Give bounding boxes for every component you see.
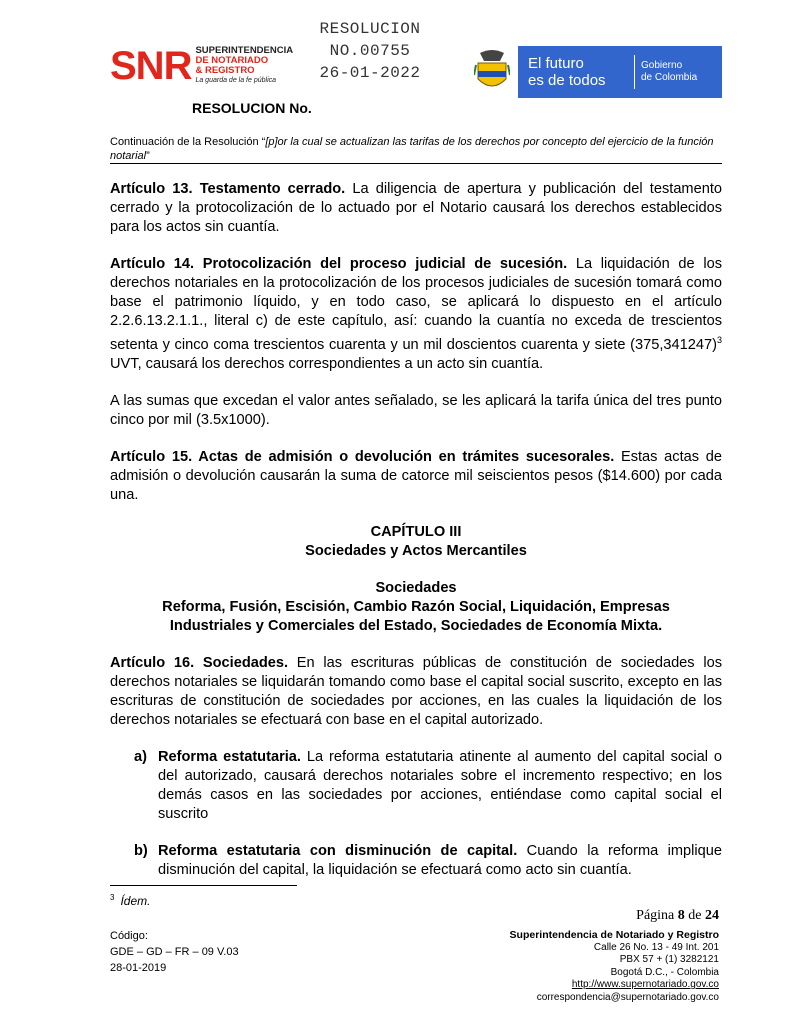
continuation-line — [110, 135, 722, 163]
continuation-prefix: Continuación de la Resolución “ — [110, 136, 266, 148]
list-title-b: Reforma estatutaria con disminución de capital. — [158, 842, 518, 859]
article-16-text: En las escrituras públicas de constitución de sociedades los derechos notariales se liquidarán tomando como base el capital social suscrito, excepto en las escrituras de constitución de sociedades por acciones, en las cuales la liquidación de los derechos notariales se efectuará con base en el capital autorizado. — [110, 654, 722, 728]
article-14-paragraph-2: A las sumas que excedan el valor antes señalado, se les aplicará la tarifa única del tres punto cinco por mil (3.5x1000). — [110, 392, 722, 428]
code-date: 28-01-2019 — [110, 962, 167, 974]
government-banner — [472, 46, 722, 98]
article-13 — [110, 180, 722, 237]
slogan-divider — [634, 55, 635, 89]
contact-email[interactable]: correspondencia@supernotariado.gov.co — [536, 991, 719, 1003]
gov-line-2: de Colombia — [641, 72, 698, 83]
chapter-subtitle: Sociedades y Actos Mercantiles — [305, 542, 527, 559]
list-item-b — [110, 842, 722, 880]
list-text-a — [158, 748, 722, 824]
snr-line-2: DE NOTARIADO — [195, 55, 269, 66]
snr-line-1: SUPERINTENDENCIA — [195, 45, 294, 56]
stamp-line-3: 26-01-2022 — [319, 64, 421, 82]
article-13-text: La diligencia de apertura y publicación del testamento cerrado y la protocolización de lo actuado por el Notario causará los derechos establecidos para los actos sin cuantía. — [110, 181, 722, 235]
list-body-b: Cuando la reforma implique disminución del capital, la liquidación se efectuará como acto sin cuantía. — [158, 842, 723, 878]
article-14 — [110, 255, 722, 374]
stamp-line-1: RESOLUCION — [319, 20, 421, 38]
article-13-title: Artículo 13. Testamento cerrado. — [110, 181, 346, 197]
footnote-number: 3 — [110, 893, 115, 902]
continuation-title: [p]or la cual se actualizan las tarifas de los derechos por concepto del ejercicio de la función notarial — [110, 136, 714, 162]
snr-logo — [110, 44, 293, 90]
gov-name — [641, 60, 697, 84]
list-marker-b: b) — [134, 842, 148, 859]
page-middle: de — [684, 908, 705, 923]
article-14-text: La liquidación de los derechos notariales en la protocolización de los procesos judiciales de sucesión tomará como base el patrimonio líquido, y en todo caso, se aplicará lo dispuesto en el artículo 2.2.6.13.2.1.1., literal c) de este capítulo, así: cuando la cuantía no exceda de trescientos setenta y cinco coma trescientos cuarenta y un mil doscientos cuarenta y siete (375,341247) — [110, 256, 722, 353]
gov-slogan — [518, 55, 628, 89]
list-marker-a: a) — [134, 748, 147, 765]
contact-org: Superintendencia de Notariado y Registro — [509, 929, 719, 941]
snr-name — [195, 44, 293, 86]
snr-tagline: La guarda de la fe pública — [195, 77, 277, 84]
document-code — [110, 928, 239, 976]
snr-acronym: SNR — [110, 44, 192, 88]
website-link[interactable]: http://www.supernotariado.gov.co — [571, 979, 719, 990]
article-16-title: Artículo 16. Sociedades. — [110, 654, 289, 671]
footnote-text: Ídem. — [120, 894, 151, 908]
code-label: Código: — [110, 930, 148, 942]
list-body-a: La reforma estatutaria atinente al aumento del capital social o del autorizado, causará derechos notariales sobre el incremento respectivo; en los demás casos en las sociedades por acciones, entiéndase como capital social el suscrito — [158, 748, 722, 822]
footnote — [110, 893, 150, 908]
snr-line-3: & REGISTRO — [195, 65, 255, 76]
list-item-a — [110, 748, 722, 824]
article-14-text-end: UVT, causará los derechos correspondientes a un acto sin cuantía. — [110, 355, 544, 372]
header-divider — [110, 163, 722, 164]
article-15 — [110, 448, 722, 505]
contact-city: Bogotá D.C., - Colombia — [610, 966, 719, 978]
resolution-stamp — [300, 18, 440, 84]
article-14-title: Artículo 14. Protocolización del proceso judicial de sucesión. — [110, 256, 568, 272]
continuation-suffix: ” — [146, 150, 150, 162]
footnote-divider — [110, 885, 297, 886]
page-current: 8 — [677, 908, 685, 923]
footnote-ref[interactable]: 3 — [716, 335, 722, 345]
contact-phone: PBX 57 + (1) 3282121 — [619, 954, 719, 965]
page-total: 24 — [705, 908, 719, 923]
chapter-title: CAPÍTULO III — [370, 523, 462, 540]
slogan-line-2: es de todos — [528, 72, 606, 89]
contact-address: Calle 26 No. 13 - 49 Int. 201 — [593, 941, 719, 953]
article-15-title: Artículo 15. Actas de admisión o devolución en trámites sucesorales. — [110, 448, 615, 465]
gov-slogan-box — [518, 46, 722, 98]
section-title: Sociedades — [375, 579, 457, 596]
section-subtitle: Reforma, Fusión, Escisión, Cambio Razón Social, Liquidación, Empresas Industriales y Comerciales del Estado, Sociedades de Economía Mixta. — [162, 598, 670, 634]
page-number — [636, 908, 719, 924]
stamp-line-2: NO.00755 — [329, 42, 411, 60]
list-text-b — [158, 842, 722, 880]
contact-info — [510, 929, 719, 1004]
article-15-text: Estas actas de admisión o devolución causarán la suma de catorce mil seiscientos pesos ($14.600) por cada una. — [110, 448, 722, 503]
article-16 — [110, 654, 722, 730]
resolution-label: RESOLUCION No. — [192, 100, 312, 116]
coat-of-arms-icon — [472, 46, 512, 98]
list-title-a: Reforma estatutaria. — [158, 748, 301, 765]
gov-line-1: Gobierno — [641, 60, 683, 71]
document-body — [110, 180, 722, 880]
slogan-line-1: El futuro — [528, 55, 584, 72]
code-value: GDE – GD – FR – 09 V.03 — [110, 946, 239, 958]
page-prefix: Página — [636, 908, 678, 923]
